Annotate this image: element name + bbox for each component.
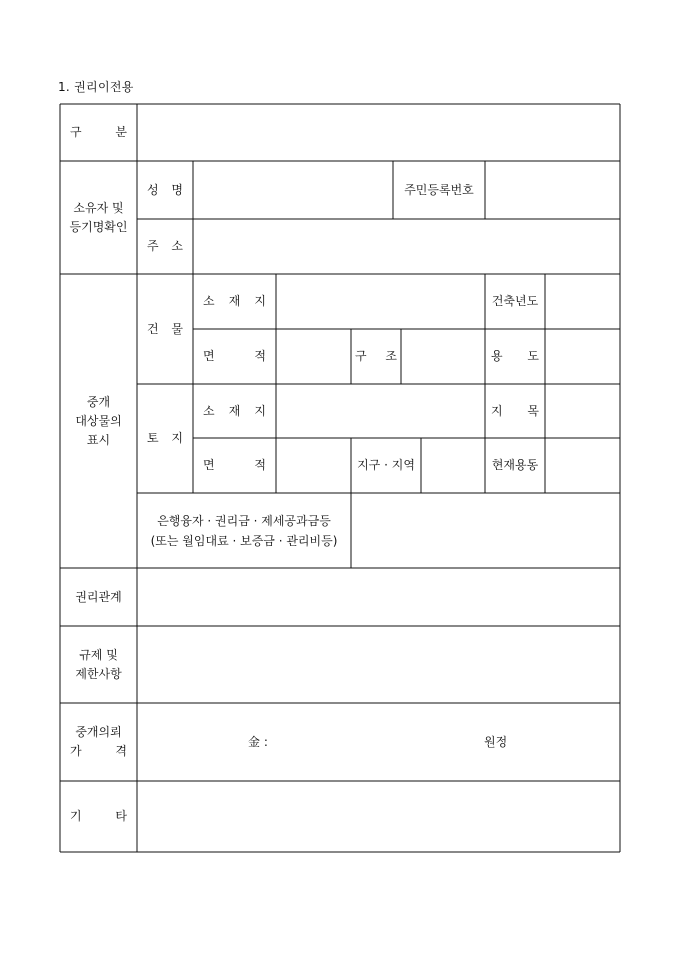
land-zone-value[interactable]	[421, 438, 485, 493]
other-label: 기 타	[70, 809, 127, 823]
price-amount-input[interactable]	[290, 728, 470, 756]
building-use-label: 용 도	[491, 349, 539, 363]
land-current-use-value[interactable]	[545, 438, 620, 493]
section-title: 1. 권리이전용	[58, 80, 134, 94]
land-location-label: 소 재 지	[203, 403, 266, 418]
rights-value[interactable]	[137, 568, 620, 626]
land-category-value[interactable]	[545, 384, 620, 438]
building-year-label: 건축년도	[491, 294, 539, 308]
land-area-label: 면 적	[203, 458, 266, 472]
price-label: 중개의뢰 가 격	[70, 725, 127, 758]
land-current-use-label: 현재용동	[491, 458, 539, 472]
building-area-value[interactable]	[276, 329, 351, 384]
building-year-value[interactable]	[545, 274, 620, 329]
target-label: 중개 대상물의 표시	[75, 394, 122, 447]
building-location-label: 소 재 지	[203, 294, 266, 308]
category-value[interactable]	[137, 104, 620, 161]
building-structure-label: 구 조	[355, 349, 397, 363]
price-amount-suffix: 원정	[484, 735, 508, 749]
land-label: 토 지	[147, 431, 183, 445]
building-location-value[interactable]	[276, 274, 485, 329]
building-area-label: 면 적	[203, 349, 266, 363]
finance-value[interactable]	[351, 493, 620, 568]
building-use-value[interactable]	[545, 329, 620, 384]
finance-label: 은행융자 · 권리금 · 제세공과금등 (또는 월임대료 · 보증금 · 관리비등)	[150, 513, 338, 548]
land-location-value[interactable]	[276, 384, 485, 438]
building-label: 건 물	[147, 321, 183, 336]
price-amount-prefix: 金 :	[248, 735, 268, 749]
land-area-value[interactable]	[276, 438, 351, 493]
category-label: 구 분	[70, 125, 127, 139]
owner-name-label: 성 명	[147, 182, 183, 197]
owner-address-value[interactable]	[193, 219, 620, 274]
other-value[interactable]	[137, 781, 620, 852]
regulation-value[interactable]	[137, 626, 620, 703]
owner-rrn-value[interactable]	[485, 161, 620, 219]
regulation-label: 규제 및 제한사항	[75, 647, 122, 681]
owner-label: 소유자 및 등기명확인	[69, 200, 128, 234]
owner-address-label: 주 소	[147, 239, 183, 253]
land-zone-label: 지구 · 지역	[357, 458, 415, 472]
rights-label: 권리관계	[75, 589, 122, 604]
building-structure-value[interactable]	[401, 329, 485, 384]
owner-name-value[interactable]	[193, 161, 393, 219]
owner-rrn-label: 주민등록번호	[404, 182, 474, 197]
land-category-label: 지 목	[491, 403, 539, 418]
